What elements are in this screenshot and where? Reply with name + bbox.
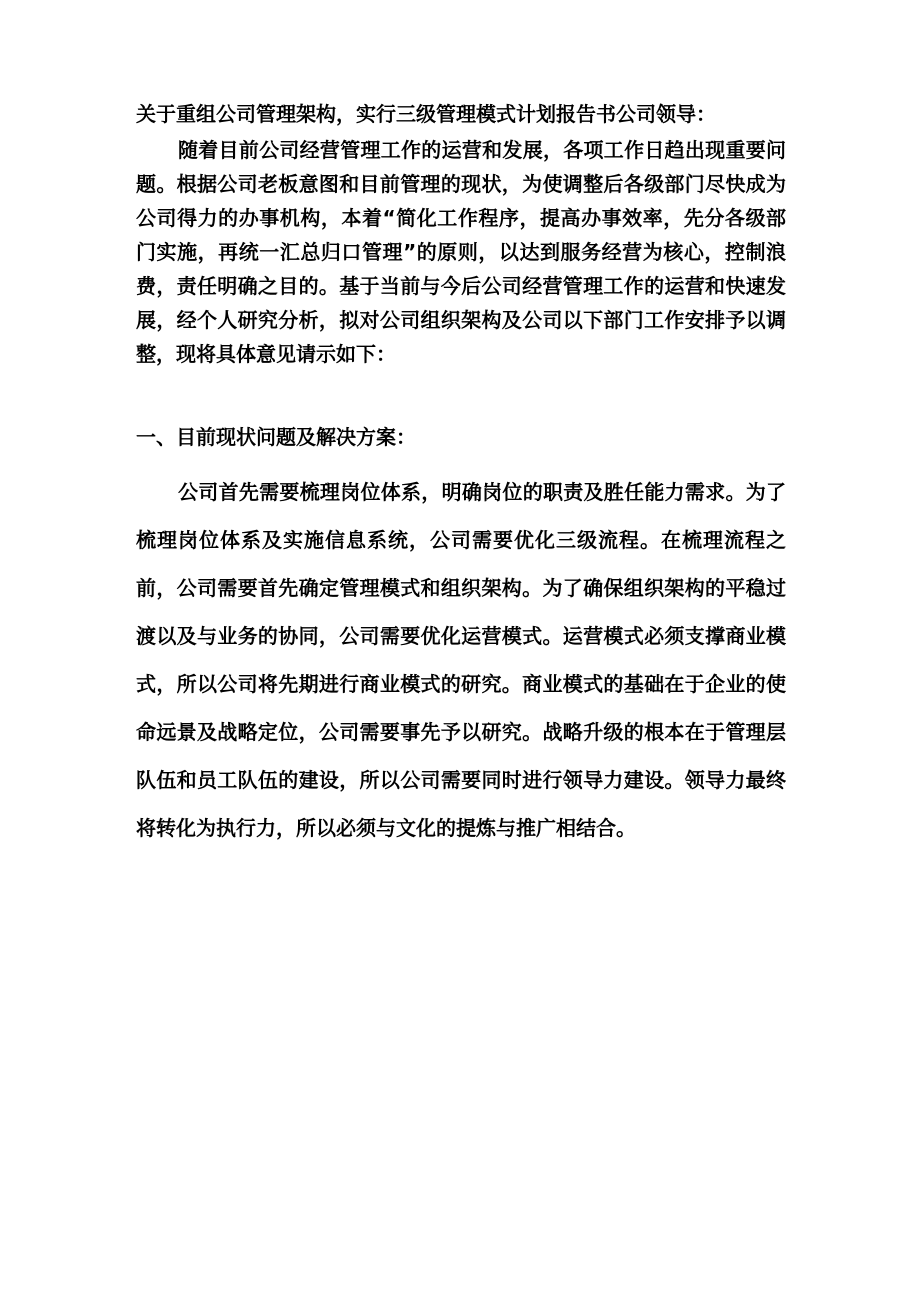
intro-paragraph: 随着目前公司经营管理工作的运营和发展，各项工作日趋出现重要问题。根据公司老板意图和目前管理的现状，为使调整后各级部门尽快成为公司得力的办事机构，本着“简化工作程序，提高办事效率，先分各级部门实施，再统一汇总归口管理”的原则，以达到服务经营为核心，控制浪费，责任明确之目的。基于当前与今后公司经营管理工作的运营和快速发展，经个人研究分析，拟对公司组织架构及公司以下部门工作安排予以调整，现将具体意见请示如下：: [136, 138, 786, 366]
section-heading-current-issues: 一、目前现状问题及解决方案：: [136, 425, 416, 449]
document-title: 关于重组公司管理架构，实行三级管理模式计划报告书公司领导：: [136, 102, 716, 126]
section-paragraph-current-issues: 公司首先需要梳理岗位体系，明确岗位的职责及胜任能力需求。为了梳理岗位体系及实施信息系统，公司需要优化三级流程。在梳理流程之前，公司需要首先确定管理模式和组织架构。为了确保组织架构的平稳过渡以及与业务的协同，公司需要优化运营模式。运营模式必须支撑商业模式，所以公司将先期进行商业模式的研究。商业模式的基础在于企业的使命远景及战略定位，公司需要事先予以研究。战略升级的根本在于管理层队伍和员工队伍的建设，所以公司需要同时进行领导力建设。领导力最终将转化为执行力，所以必须与文化的提炼与推广相结合。: [136, 480, 786, 840]
